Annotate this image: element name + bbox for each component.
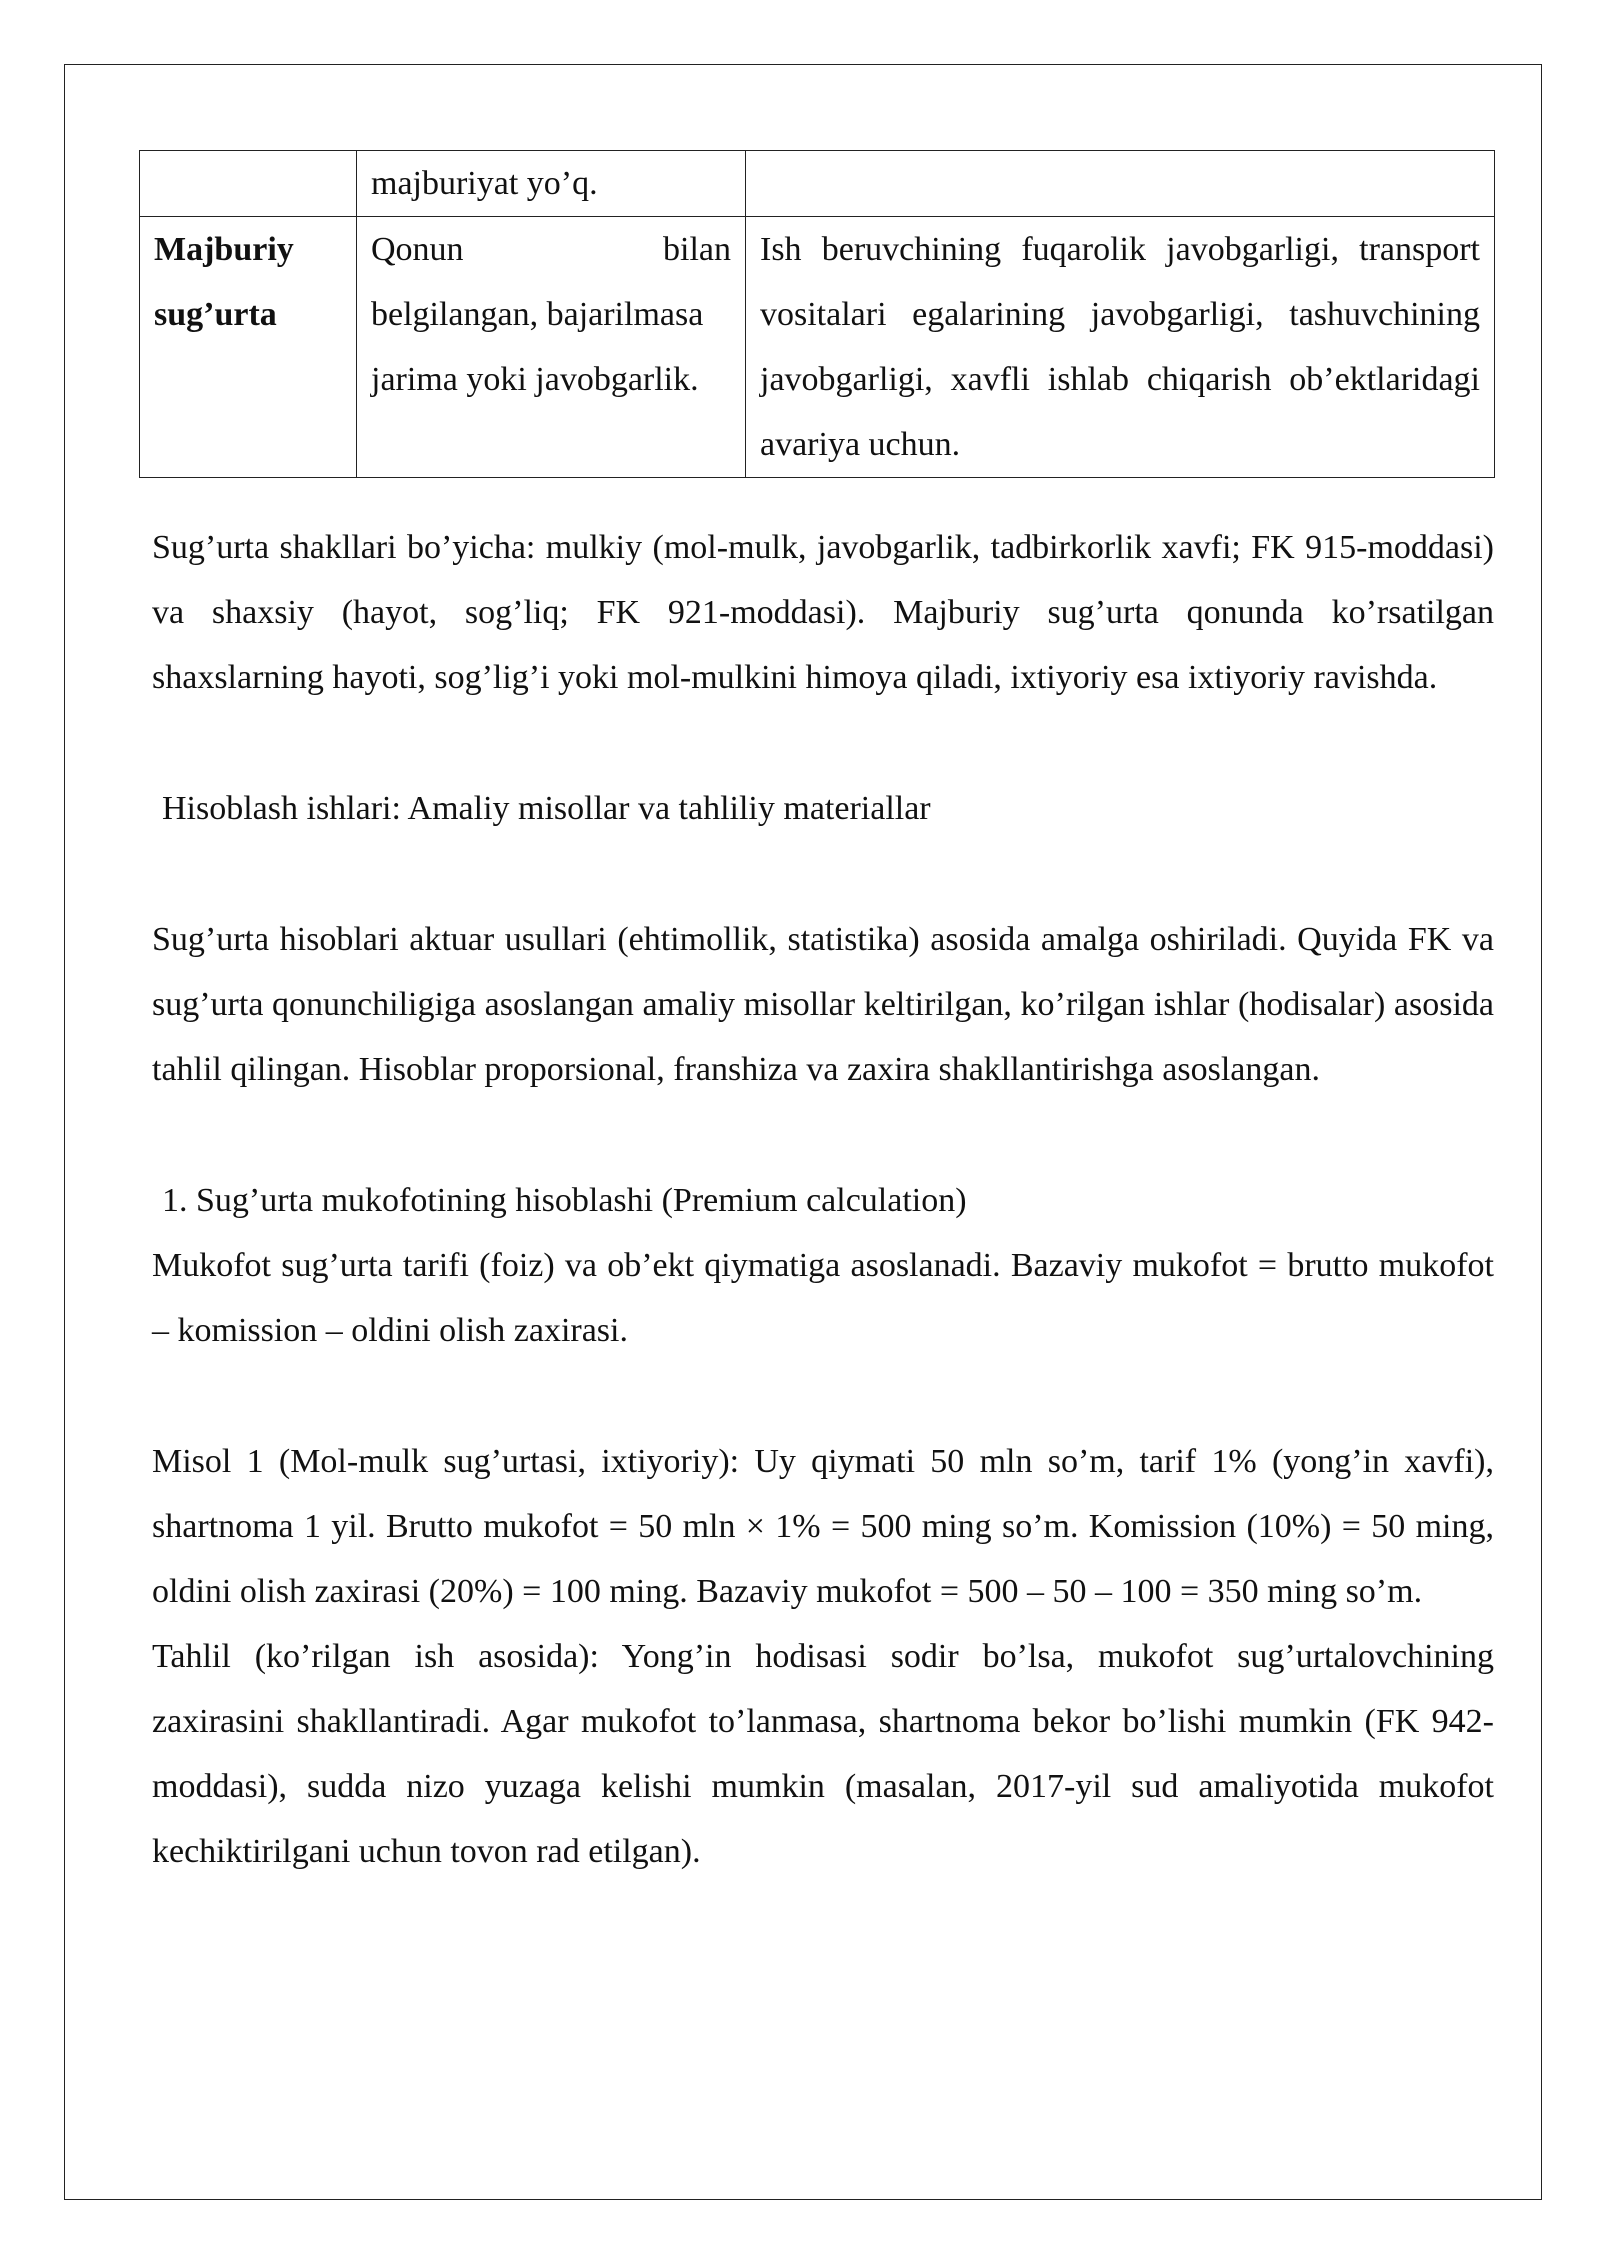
heading-calculations: Hisoblash ishlari: Amaliy misollar va tahliliy materiallar	[162, 790, 931, 827]
type-label-line2: sug’urta	[154, 296, 277, 333]
type-label-line1: Majburiy	[154, 231, 294, 268]
table-cell-type	[140, 217, 357, 478]
description-rest: belgilangan, bajarilmasa jarima yoki javobgarlik.	[371, 296, 704, 398]
table-cell-examples	[746, 151, 1495, 217]
paragraph-insurance-forms: Sug’urta shakllari bo’yicha: mulkiy (mol-mulk, javobgarlik, tadbirkorlik xavfi; FK 915-moddasi) va shaxsiy (hayot, sog’liq; FK 921-moddasi). Majburiy sug’urta qonunda ko’rsatilgan shaxslarning hayoti, sog’lig’i yoki mol-mulkini himoya qiladi, ixtiyoriy esa ixtiyoriy ravishda.	[152, 529, 1494, 696]
document-body	[152, 150, 1494, 1884]
paragraph-analysis-1: Tahlil (ko’rilgan ish asosida): Yong’in hodisasi sodir bo’lsa, mukofot sug’urtalovchining zaxirasini shakllantiradi. Agar mukofot to’lanmasa, shartnoma bekor bo’lishi mumkin (FK 942-moddasi), sudda nizo yuzaga kelishi mumkin (masalan, 2017-yil sud amaliyotida mukofot kechiktirilgani uchun tovon rad etilgan).	[152, 1638, 1494, 1870]
table-cell-description	[357, 217, 746, 478]
table-cell-type	[140, 151, 357, 217]
paragraph-section-1: Mukofot sug’urta tarifi (foiz) va ob’ekt qiymatiga asoslanadi. Bazaviy mukofot = brutto mukofot – komission – oldini olish zaxirasi.	[152, 1247, 1494, 1349]
table-cell-examples: Ish beruvchining fuqarolik javobgarligi, transport vositalari egalarining javobgarligi, tashuvchining javobgarligi, xavfli ishlab chiqarish ob’ektlaridagi avariya uchun.	[746, 217, 1495, 478]
table-row	[140, 151, 1495, 217]
table-cell-description: majburiyat yo’q.	[357, 151, 746, 217]
heading-section-1: 1. Sug’urta mukofotining hisoblashi (Premium calculation)	[162, 1182, 967, 1219]
table-row	[140, 217, 1495, 478]
description-first-line: Qonun bilan	[371, 231, 731, 268]
paragraph-example-1: Misol 1 (Mol-mulk sug’urtasi, ixtiyoriy): Uy qiymati 50 mln so’m, tarif 1% (yong’in xavfi), shartnoma 1 yil. Brutto mukofot = 50 mln × 1% = 500 ming so’m. Komission (10%) = 50 ming, oldini olish zaxirasi (20%) = 100 ming. Bazaviy mukofot = 500 – 50 – 100 = 350 ming so’m.	[152, 1443, 1494, 1610]
paragraph-intro: Sug’urta hisoblari aktuar usullari (ehtimollik, statistika) asosida amalga oshiriladi. Quyida FK va sug’urta qonunchiligiga asoslangan amaliy misollar keltirilgan, ko’rilgan ishlar (hodisalar) asosida tahlil qilingan. Hisoblar proporsional, franshiza va zaxira shakllantirishga asoslangan.	[152, 921, 1494, 1088]
insurance-types-table	[139, 150, 1495, 478]
